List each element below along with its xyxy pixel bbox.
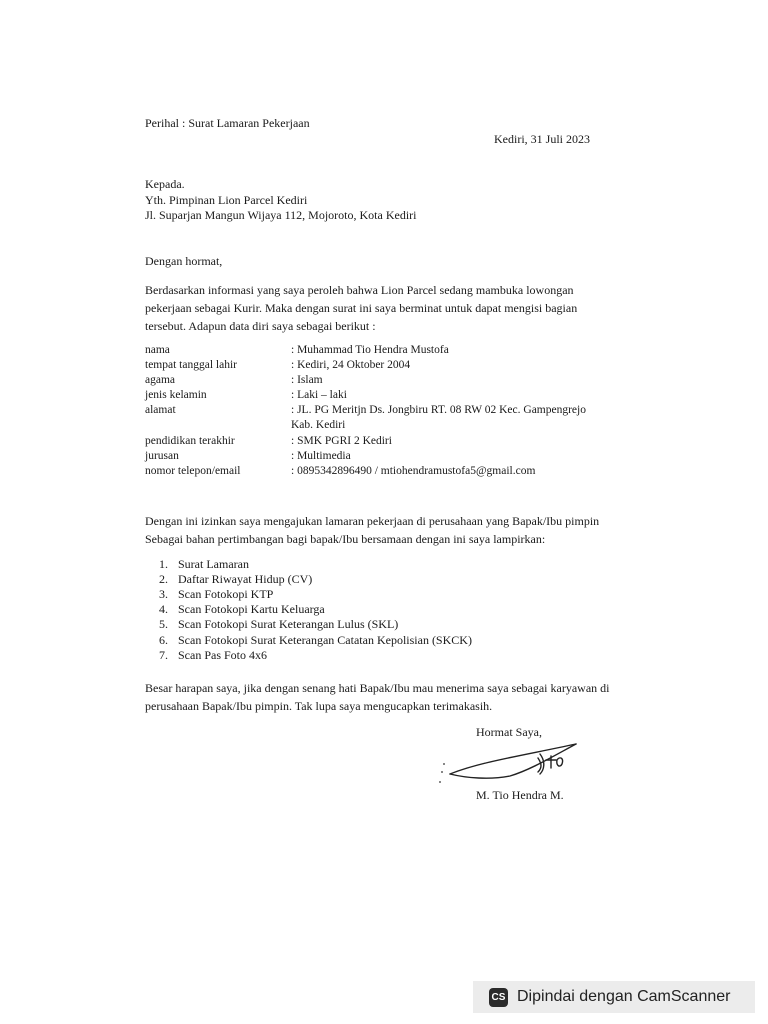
list-number: 1. [159,557,168,571]
list-number: 6. [159,633,168,647]
data-row-kontak [145,465,665,480]
data-label: nama [145,344,170,356]
list-text: Scan Fotokopi KTP [178,587,274,601]
data-label: agama [145,374,176,386]
data-value: : 0895342896490 / mtiohendramustofa5@gmail.com [291,465,536,477]
list-item [159,633,472,648]
list-number: 2. [159,572,168,586]
list-number: 7. [159,648,168,662]
list-text: Surat Lamaran [178,557,249,571]
list-text: Scan Fotokopi Kartu Keluarga [178,602,325,616]
list-item [159,602,325,617]
list-item [159,557,249,572]
data-value: : Multimedia [291,450,351,462]
data-row-ttl [145,359,665,374]
data-row-pendidikan [145,435,665,450]
data-value: : Islam [291,374,323,386]
data-value: : SMK PGRI 2 Kediri [291,435,392,447]
list-text: Scan Fotokopi Surat Keterangan Lulus (SKL) [178,617,399,631]
list-item [159,617,398,632]
data-label: tempat tanggal lahir [145,359,237,371]
sign-off: Hormat Saya, [476,725,542,739]
camscanner-watermark [473,981,755,1013]
list-number: 3. [159,587,168,601]
intro-paragraph [145,281,577,335]
data-row-jenis-kelamin [145,389,665,404]
data-value: : JL. PG Meritjn Ds. Jongbiru RT. 08 RW 02 Kec. Gampengrejo [291,404,586,416]
recipient-line: Yth. Pimpinan Lion Parcel Kediri [145,193,308,207]
paragraph-line: Dengan ini izinkan saya mengajukan lamaran pekerjaan di perusahaan yang Bapak/Ibu pimpin [145,514,600,528]
list-number: 5. [159,617,168,631]
data-label: jurusan [145,450,179,462]
data-label: pendidikan terakhir [145,435,235,447]
data-label: jenis kelamin [145,389,207,401]
data-value: : Laki – laki [291,389,347,401]
recipient-line: Jl. Suparjan Mangun Wijaya 112, Mojoroto, Kota Kediri [145,208,417,222]
greeting: Dengan hormat, [145,254,223,268]
list-item [159,648,267,663]
paragraph-line: perusahaan Bapak/Ibu pimpin. Tak lupa saya mengucapkan terimakasih. [145,699,493,713]
camscanner-logo-icon: CS [489,988,508,1007]
data-value: : Kediri, 24 Oktober 2004 [291,359,411,371]
paragraph-line: Besar harapan saya, jika dengan senang hati Bapak/Ibu mau menerima saya sebagai karyawan di [145,681,610,695]
recipient-line: Kepada. [145,177,185,191]
list-text: Scan Pas Foto 4x6 [178,648,268,662]
paragraph-line: Sebagai bahan pertimbangan bagi bapak/Ibu bersamaan dengan ini saya lampirkan: [145,532,546,546]
list-item [159,587,273,602]
data-row-jurusan [145,450,665,465]
request-paragraph [145,512,599,548]
data-label: alamat [145,404,176,416]
subject-line: Perihal : Surat Lamaran Pekerjaan [145,116,310,130]
list-number: 4. [159,602,168,616]
data-value: : Muhammad Tio Hendra Mustofa [291,344,449,356]
paragraph-line: pekerjaan sebagai Kurir. Maka dengan surat ini saya berminat untuk dapat mengisi bagian [145,301,578,315]
paragraph-line: Berdasarkan informasi yang saya peroleh bahwa Lion Parcel sedang mambuka lowongan [145,283,574,297]
data-row-nama [145,344,665,359]
watermark-text: Dipindai dengan CamScanner [517,988,731,1005]
data-row-agama [145,374,665,389]
paragraph-line: tersebut. Adapun data diri saya sebagai berikut : [145,319,376,333]
data-value-continuation: Kab. Kediri [291,419,346,431]
closing-paragraph [145,679,609,715]
signer-name: M. Tio Hendra M. [476,788,564,802]
list-text: Scan Fotokopi Surat Keterangan Catatan Kepolisian (SKCK) [178,633,472,647]
place-date: Kediri, 31 Juli 2023 [494,132,590,146]
list-item [159,572,312,587]
data-row-alamat [145,404,665,434]
data-label: nomor telepon/email [145,465,241,477]
list-text: Daftar Riwayat Hidup (CV) [178,572,313,586]
